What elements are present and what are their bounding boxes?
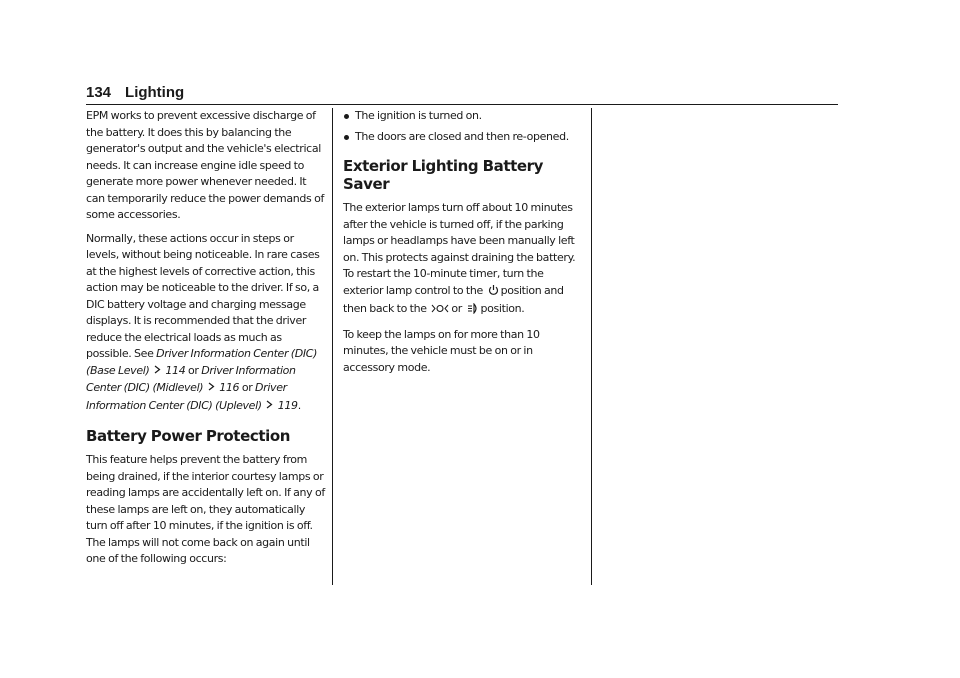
page-reference-arrow-icon: [154, 366, 163, 377]
column-divider-right: [591, 108, 592, 585]
right-column: [343, 108, 583, 383]
ref-dic-uplevel-page[interactable]: 119: [277, 398, 298, 412]
power-off-icon: [488, 284, 499, 302]
ref-dic-base-link[interactable]: Driver Information Center (DIC) (Base Level): [86, 347, 318, 377]
ref-dic-uplevel-link[interactable]: Driver Information Center (DIC) (Uplevel): [86, 381, 287, 412]
list-item: The doors are closed and then re-opened.: [343, 129, 583, 146]
epm-paragraph: EPM works to prevent excessive discharge of the battery. It does this by balancing the generator's output and the vehicle's electrical needs. It can increase engine idle speed to generate more power whenever needed. It can temporarily reduce the power demands of some accessories.: [86, 109, 324, 221]
parking-lamps-icon: [431, 303, 449, 320]
page-reference-arrow-icon: [208, 383, 217, 394]
battery-saver-paragraph: The exterior lamps turn off about 10 minutes after the vehicle is turned off, if the parking lamps or headlamps have been manually left on. This protects against draining the battery. To restart the 10-minute timer, turn the exterior lamp control to the position and then back to the or position.: [343, 200, 583, 320]
battery-protection-paragraph: This feature helps prevent the battery from being drained, if the interior courtesy lamps or reading lamps are accidentally left on. If any of these lamps are left on, they automatically turn off after 10 minutes, if the ignition is off. The lamps will not come back on again until one of the following occurs:: [86, 453, 325, 565]
ref-dic-midlevel-page[interactable]: 116: [219, 381, 240, 394]
left-column: [86, 108, 326, 575]
corrective-action-paragraph: Normally, these actions occur in steps or levels, without being noticeable. In rare cases at the highest levels of corrective action, this action may be noticeable to the driver. If so, a DIC battery voltage and charging message displays. It is recommended that the driver reduce the electrical loads as much as possible. See Driver Information Center (DIC) (Base Level) 114 or Driver Information Center (DIC) (Midlevel) 116 or Driver Information Center (DIC) (Uplevel) 119.: [86, 231, 320, 412]
conditions-list: [343, 108, 583, 145]
page-reference-arrow-icon: [266, 401, 275, 412]
section-title: Lighting: [125, 84, 185, 101]
list-item: The ignition is turned on.: [343, 108, 583, 125]
page-header: [86, 84, 838, 105]
ref-dic-base-page[interactable]: 114: [165, 363, 186, 377]
headlamp-icon: [467, 303, 479, 320]
ref-dic-midlevel-link[interactable]: Driver Information Center (DIC) (Midlevel): [86, 363, 296, 394]
battery-power-protection-heading: Battery Power Protection: [86, 427, 291, 445]
column-divider-left: [332, 108, 333, 585]
keep-lamps-on-paragraph: To keep the lamps on for more than 10 minutes, the vehicle must be on or in accessory mode.: [343, 327, 540, 374]
page-number: 134: [86, 84, 112, 101]
exterior-lighting-battery-saver-heading: Exterior Lighting Battery Saver: [343, 157, 544, 193]
